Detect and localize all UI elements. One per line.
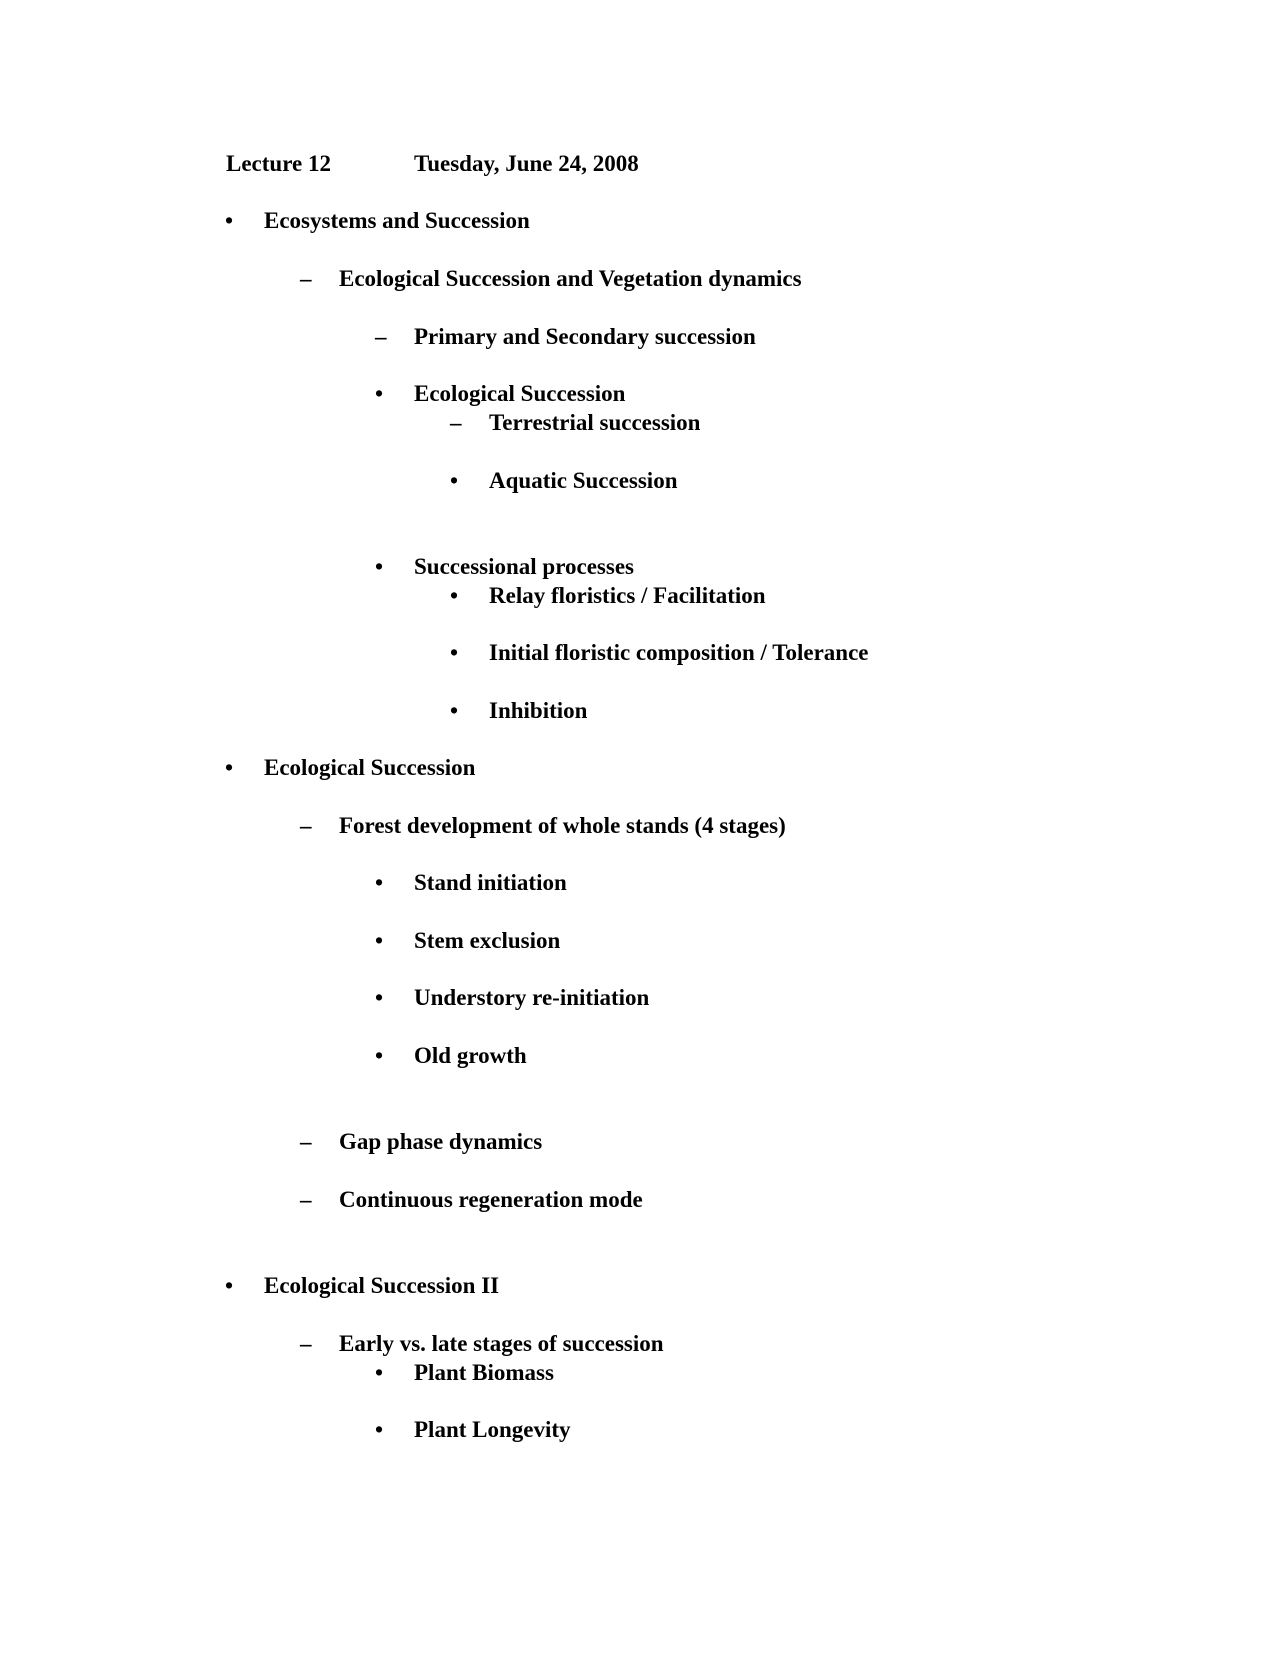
section-2-subitem: Old growth (414, 1043, 527, 1068)
dash-marker: – (300, 813, 312, 838)
section-2-subitem: Stand initiation (414, 870, 567, 895)
section-1-subitem: Primary and Secondary succession (414, 324, 756, 349)
lecture-date: Tuesday, June 24, 2008 (414, 151, 639, 176)
section-1-subsubitem: Initial floristic composition / Tolerance (489, 640, 869, 665)
dash-marker: – (300, 266, 312, 291)
dash-marker: – (300, 1129, 312, 1154)
bullet-marker: • (375, 381, 384, 406)
bullet-marker: • (225, 208, 234, 233)
section-1-item: Ecological Succession and Vegetation dynamics (339, 266, 802, 291)
section-3-subitem: Plant Biomass (414, 1360, 554, 1385)
bullet-marker: • (375, 870, 384, 895)
section-1-subsubitem: Relay floristics / Facilitation (489, 583, 766, 608)
bullet-marker: • (225, 755, 234, 780)
bullet-marker: • (450, 583, 459, 608)
section-1-subitem: Successional processes (414, 554, 634, 579)
section-2-item: Gap phase dynamics (339, 1129, 543, 1154)
section-2-title: Ecological Succession (264, 755, 476, 780)
section-2-subitem: Stem exclusion (414, 928, 561, 953)
section-3-subitem: Plant Longevity (414, 1417, 571, 1442)
section-1-subitem: Ecological Succession (414, 381, 626, 406)
bullet-marker: • (450, 698, 459, 723)
section-1-subsubitem: Inhibition (489, 698, 588, 723)
section-1-subsubitem: Terrestrial succession (489, 410, 701, 435)
lecture-number: Lecture 12 (226, 151, 331, 176)
section-2-item: Continuous regeneration mode (339, 1187, 643, 1212)
dash-marker: – (300, 1331, 312, 1356)
bullet-marker: • (375, 985, 384, 1010)
section-3-item: Early vs. late stages of succession (339, 1331, 664, 1356)
section-2-subitem: Understory re-initiation (414, 985, 650, 1010)
dash-marker: – (300, 1187, 312, 1212)
bullet-marker: • (375, 1417, 384, 1442)
bullet-marker: • (450, 640, 459, 665)
section-2-item: Forest development of whole stands (4 stages) (339, 813, 786, 838)
bullet-marker: • (375, 554, 384, 579)
bullet-marker: • (375, 1043, 384, 1068)
section-1-title: Ecosystems and Succession (264, 208, 530, 233)
bullet-marker: • (225, 1273, 234, 1298)
bullet-marker: • (375, 928, 384, 953)
bullet-marker: • (375, 1360, 384, 1385)
dash-marker: – (450, 410, 462, 435)
section-1-subsubitem: Aquatic Succession (489, 468, 678, 493)
section-3-title: Ecological Succession II (264, 1273, 500, 1298)
bullet-marker: • (450, 468, 459, 493)
dash-marker: – (375, 324, 387, 349)
